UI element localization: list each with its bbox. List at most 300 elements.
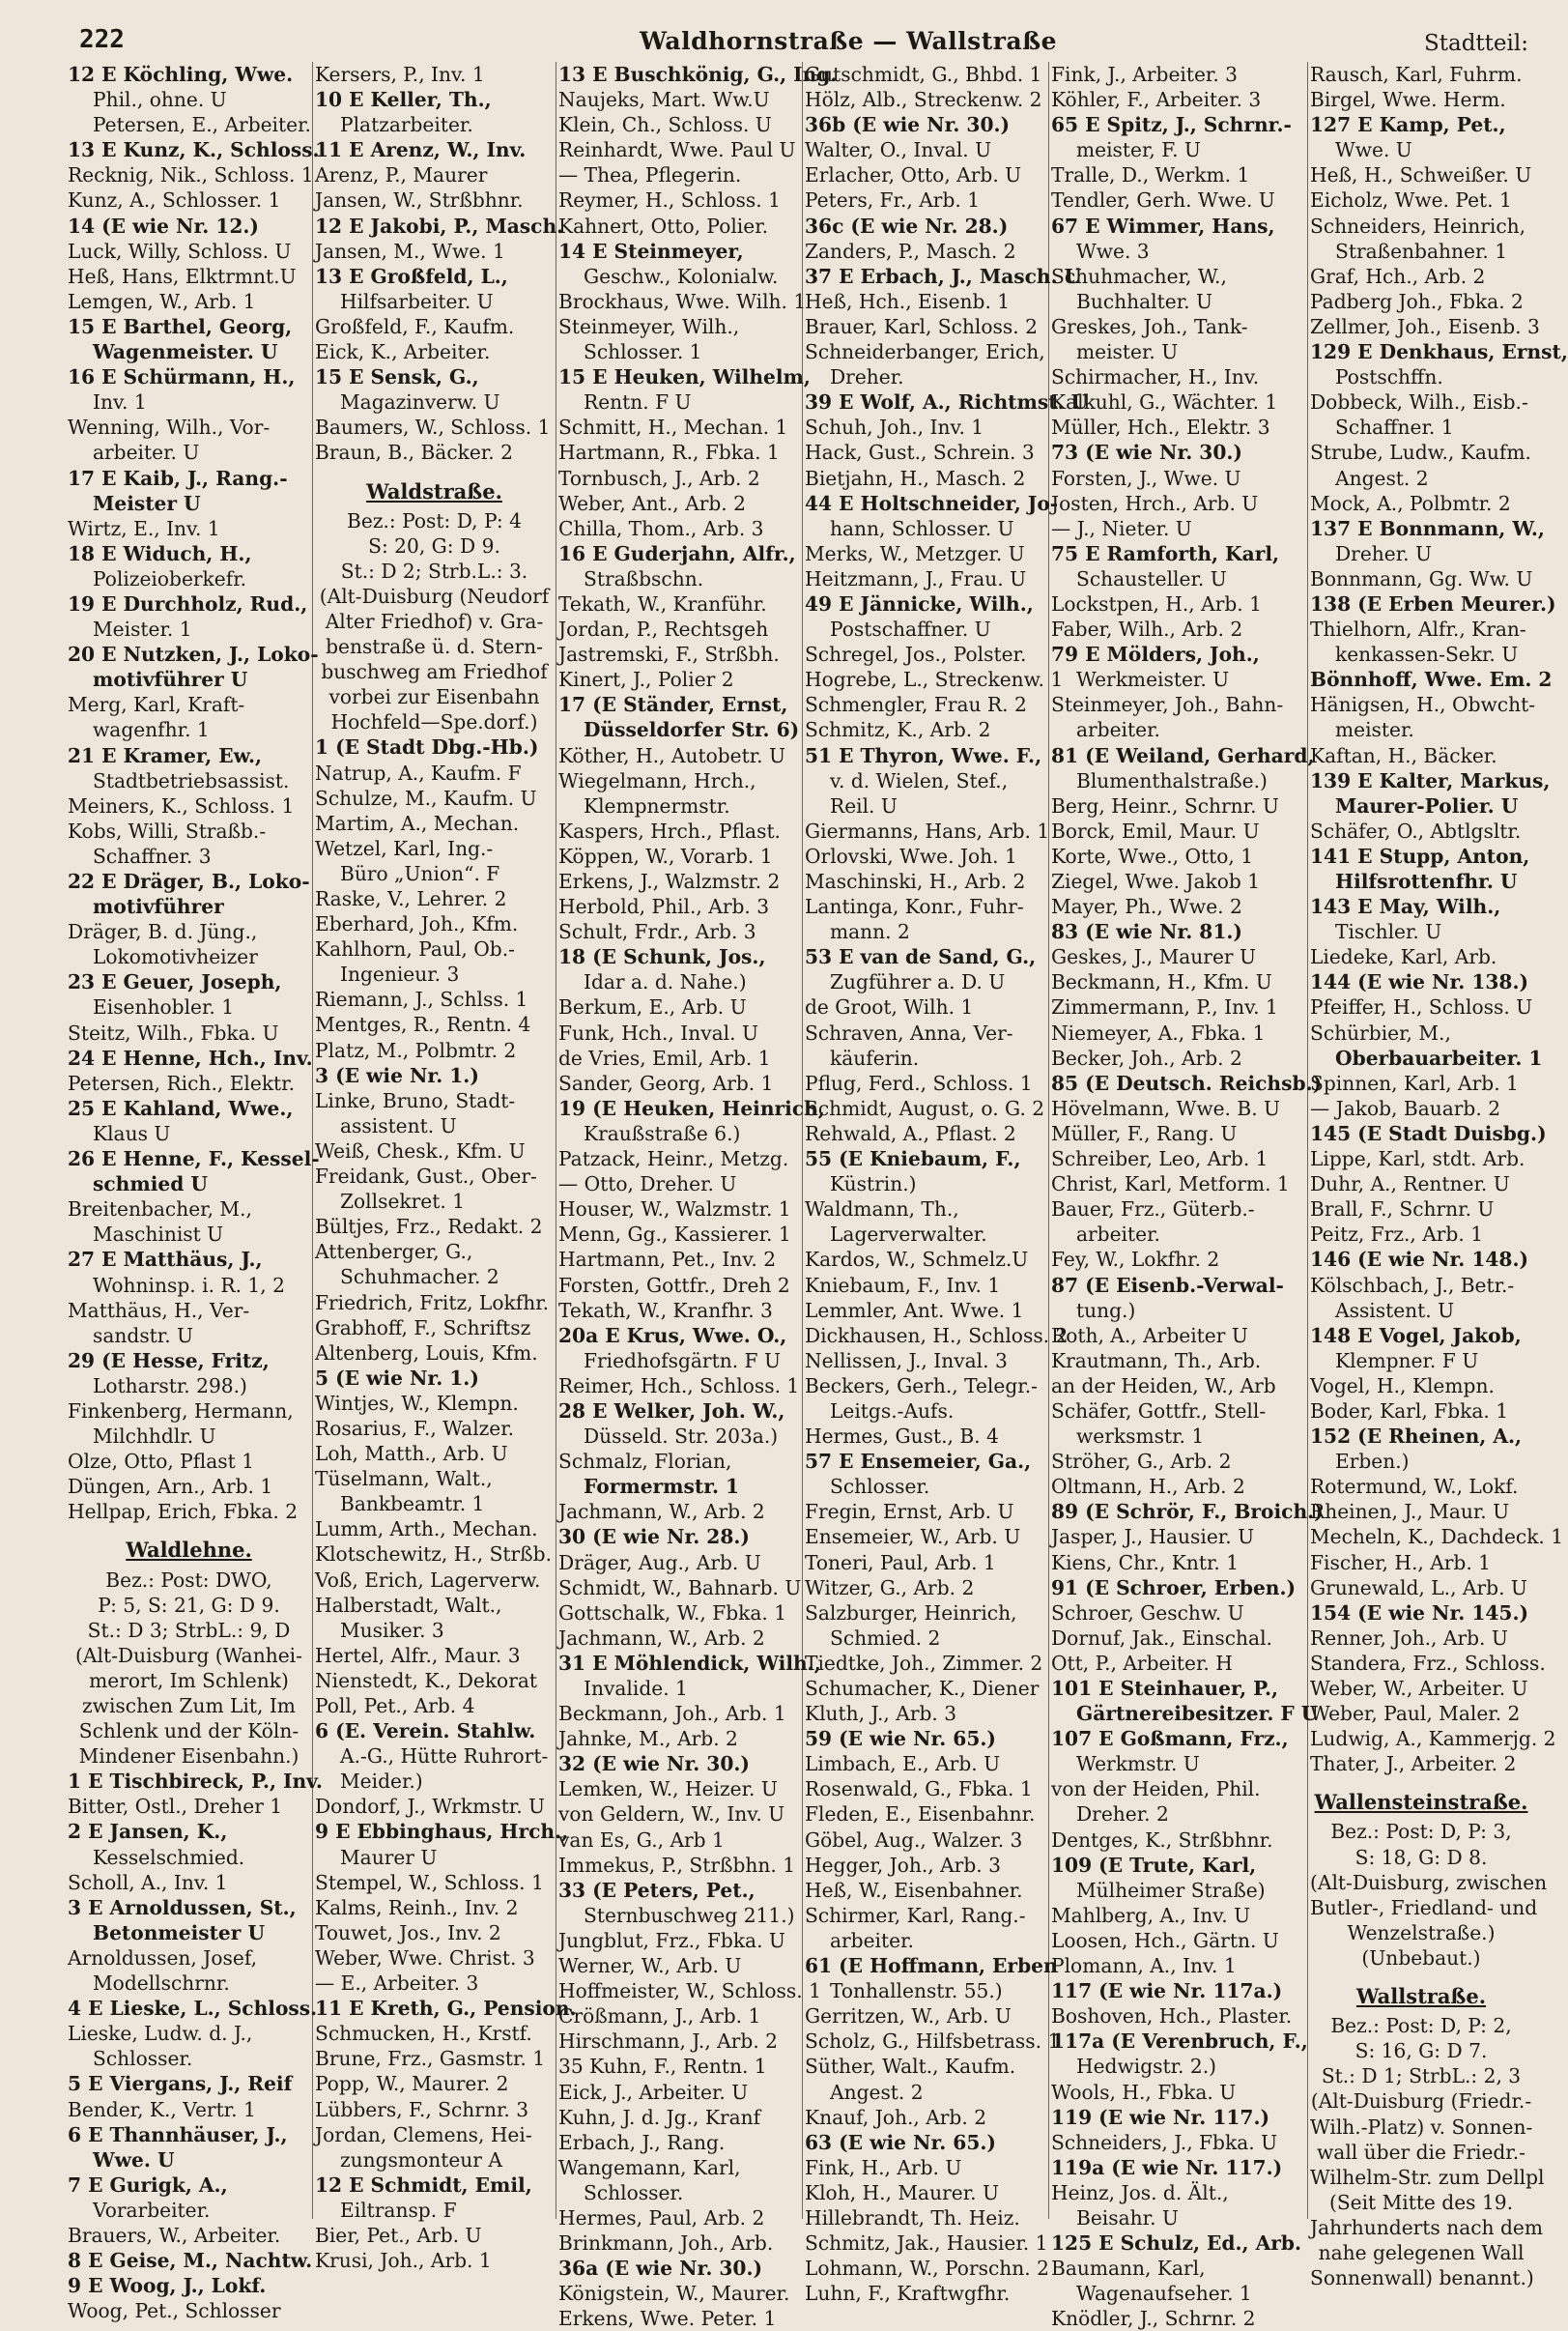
directory-entry: Betonmeister U bbox=[93, 1920, 266, 1944]
directory-entry: Assistent. U bbox=[1335, 1298, 1455, 1322]
directory-entry: 57 E Ensemeier, Ga., bbox=[805, 1450, 1032, 1474]
directory-entry: Erben.) bbox=[1335, 1450, 1410, 1474]
directory-entry: Kobs, Willi, Straßb.- bbox=[68, 819, 267, 843]
directory-entry: Dickhausen, H., Schloss. 2 bbox=[805, 1323, 1069, 1347]
directory-entry: Hedwigstr. 2.) bbox=[1076, 2055, 1217, 2079]
directory-entry: 14 E Steinmeyer, bbox=[558, 239, 744, 263]
street-section-info: Wenzelstraße.) bbox=[1347, 1920, 1496, 1944]
directory-entry: Hilfsrottenfhr. U bbox=[1335, 870, 1518, 893]
directory-entry: Niemeyer, A., Fbka. 1 bbox=[1051, 1021, 1266, 1045]
directory-entry: Stadtbetriebsassist. bbox=[93, 768, 290, 792]
directory-entry: Schlosser. bbox=[93, 2047, 193, 2071]
directory-entry: 91 (E Schroer, Erben.) bbox=[1051, 1575, 1297, 1599]
directory-entry: Bier, Pet., Arb. U bbox=[315, 2223, 482, 2247]
directory-entry: Wwe. 3 bbox=[1076, 239, 1150, 263]
directory-entry: Platzarbeiter. bbox=[340, 113, 473, 137]
directory-entry: 29 (E Hesse, Fritz, bbox=[68, 1348, 270, 1372]
directory-entry: Finkenberg, Hermann, bbox=[68, 1398, 294, 1423]
directory-entry: Dreher. bbox=[830, 365, 904, 389]
directory-entry: Arenz, P., Maurer bbox=[315, 163, 488, 187]
directory-entry: Martim, A., Mechan. bbox=[315, 811, 520, 835]
directory-entry: 36a (E wie Nr. 30.) bbox=[558, 2257, 763, 2281]
directory-entry: Küstrin.) bbox=[830, 1172, 917, 1196]
directory-entry: Ströher, G., Arb. 2 bbox=[1051, 1450, 1232, 1474]
directory-entry: 16 E Guderjahn, Alfr., bbox=[558, 541, 796, 565]
directory-entry: Grunewald, L., Arb. U bbox=[1310, 1575, 1527, 1599]
directory-entry: 89 (E Schrör, F., Broich.) bbox=[1051, 1500, 1324, 1524]
directory-entry: Wagenaufseher. 1 bbox=[1076, 2282, 1252, 2306]
directory-entry: 144 (E wie Nr. 138.) bbox=[1310, 970, 1529, 994]
directory-entry: Müller, F., Rang. U bbox=[1051, 1121, 1238, 1145]
street-section-title: Waldlehne. bbox=[126, 1538, 252, 1563]
directory-entry: Jastremski, F., Strßbh. bbox=[558, 643, 780, 667]
directory-entry: Baumers, W., Schloss. 1 bbox=[315, 416, 551, 440]
street-section-info: Alter Friedhof) v. Gra- bbox=[325, 609, 544, 633]
directory-entry: Bietjahn, H., Masch. 2 bbox=[805, 466, 1026, 490]
directory-entry: Friedrich, Fritz, Lokfhr. bbox=[315, 1290, 550, 1314]
directory-entry: Schuhmacher, W., bbox=[1051, 264, 1227, 288]
directory-entry: Fregin, Ernst, Arb. U bbox=[805, 1500, 1014, 1524]
directory-entry: Lokomotivheizer bbox=[93, 945, 258, 969]
directory-entry: Lohmann, W., Porschn. 2 bbox=[805, 2257, 1049, 2281]
directory-entry: Wiegelmann, Hrch., bbox=[558, 768, 756, 792]
directory-entry: Schult, Frdr., Arb. 3 bbox=[558, 920, 756, 944]
directory-entry: Chilla, Thom., Arb. 3 bbox=[558, 516, 764, 540]
directory-entry: arbeiter. bbox=[1076, 718, 1160, 742]
directory-entry: Braun, B., Bäcker. 2 bbox=[315, 441, 513, 465]
directory-entry: Blumenthalstraße.) bbox=[1076, 768, 1268, 792]
directory-entry: 117a (E Verenbruch, F., bbox=[1051, 2029, 1308, 2054]
street-section-info: S: 16, G: D 7. bbox=[1354, 2039, 1488, 2063]
directory-entry: Rotermund, W., Lokf. bbox=[1310, 1475, 1519, 1499]
directory-entry: Poll, Pet., Arb. 4 bbox=[315, 1694, 475, 1717]
directory-entry: Düngen, Arn., Arb. 1 bbox=[68, 1475, 273, 1499]
directory-entry: Müller, Hch., Elektr. 3 bbox=[1051, 416, 1270, 440]
directory-entry: Bönnhoff, Wwe. Em. 2 bbox=[1310, 668, 1553, 692]
directory-entry: 37 E Erbach, J., Masch. U bbox=[805, 264, 1082, 288]
directory-entry: Forsten, J., Wwe. U bbox=[1051, 466, 1241, 490]
directory-entry: Crößmann, J., Arb. 1 bbox=[558, 2004, 761, 2029]
directory-entry: 55 (E Kniebaum, F., bbox=[805, 1147, 1021, 1171]
directory-entry: Jansen, M., Wwe. 1 bbox=[315, 239, 505, 263]
directory-entry: Zugführer a. D. U bbox=[830, 970, 1006, 994]
directory-entry: Hartmann, Pet., Inv. 2 bbox=[558, 1248, 777, 1272]
directory-entry: Kraußstraße 6.) bbox=[584, 1121, 741, 1145]
street-section-title: Waldstraße. bbox=[366, 478, 502, 504]
directory-entry: Dräger, B. d. Jüng., bbox=[68, 920, 258, 944]
page-header bbox=[79, 19, 1528, 64]
directory-entry: Walter, O., Inval. U bbox=[805, 138, 992, 162]
directory-entry: 117 (E wie Nr. 117a.) bbox=[1051, 1979, 1283, 2003]
directory-entry: 26 E Henne, F., Kessel- bbox=[68, 1147, 320, 1171]
directory-entry: 36b (E wie Nr. 30.) bbox=[805, 113, 1011, 137]
directory-entry: Rentn. F U bbox=[584, 390, 692, 415]
directory-entry: Rausch, Karl, Fuhrm. bbox=[1310, 63, 1523, 86]
directory-entry: 1 (E Stadt Dbg.-Hb.) bbox=[315, 735, 539, 760]
directory-entry: Gottschalk, W., Fbka. 1 bbox=[558, 1600, 787, 1625]
directory-entry: Schneiders, J., Fbka. U bbox=[1051, 2130, 1278, 2154]
directory-entry: Milchhdlr. U bbox=[93, 1424, 216, 1449]
directory-entry: 4 E Lieske, L., Schloss. bbox=[68, 1997, 318, 2021]
directory-entry: A.-G., Hütte Ruhrort- bbox=[340, 1744, 549, 1769]
directory-entry: Dornuf, Jak., Einschal. bbox=[1051, 1626, 1272, 1650]
directory-entry: 119 (E wie Nr. 117.) bbox=[1051, 2105, 1270, 2129]
directory-entry: Kardos, W., Schmelz.U bbox=[805, 1248, 1029, 1272]
directory-entry: Weiß, Chesk., Kfm. U bbox=[315, 1138, 526, 1163]
directory-entry: 19 E Durchholz, Rud., bbox=[68, 591, 308, 616]
directory-entry: Mentges, R., Rentn. 4 bbox=[315, 1013, 531, 1037]
directory-entry: Klotschewitz, H., Strßb. bbox=[315, 1542, 553, 1567]
street-section-info: benstraße ü. d. Stern- bbox=[326, 635, 543, 659]
directory-entry: 33 (E Peters, Pet., bbox=[558, 1878, 755, 1902]
directory-entry: Salzburger, Heinrich, bbox=[805, 1600, 1017, 1625]
directory-entry: von Geldern, W., Inv. U bbox=[558, 1802, 785, 1827]
directory-entry: 32 (E wie Nr. 30.) bbox=[558, 1752, 750, 1776]
directory-entry: Recknig, Nik., Schloss. 1 bbox=[68, 163, 314, 187]
directory-entry: 85 (E Deutsch. Reichsb.) bbox=[1051, 1071, 1323, 1095]
directory-entry: 31 E Möhlendick, Wilh., bbox=[558, 1651, 821, 1675]
directory-entry: Eicholz, Wwe. Pet. 1 bbox=[1310, 188, 1512, 213]
directory-entry: Musiker. 3 bbox=[340, 1618, 444, 1642]
directory-entry: 44 E Holtschneider, Jo- bbox=[805, 491, 1059, 515]
directory-entry: 79 E Mölders, Joh., bbox=[1051, 643, 1260, 667]
directory-entry: Kahnert, Otto, Polier. bbox=[558, 214, 769, 238]
directory-entry: 11 E Arenz, W., Inv. bbox=[315, 138, 527, 162]
directory-entry: Wools, H., Fbka. U bbox=[1051, 2080, 1237, 2104]
directory-entry: Eisenhobler. 1 bbox=[93, 995, 235, 1020]
directory-entry: Dondorf, J., Wrkmstr. U bbox=[315, 1795, 546, 1819]
directory-entry: Buchhalter. U bbox=[1076, 289, 1212, 313]
directory-entry: Eick, J., Arbeiter. U bbox=[558, 2080, 749, 2104]
directory-entry: Loh, Matth., Arb. U bbox=[315, 1442, 508, 1466]
directory-entry: Stempel, W., Schloss. 1 bbox=[315, 1870, 544, 1894]
directory-entry: Postschffn. bbox=[1335, 365, 1443, 389]
directory-entry: Wenning, Wilh., Vor- bbox=[68, 416, 271, 440]
directory-entry: Mecheln, K., Dachdeck. 1 bbox=[1310, 1525, 1564, 1549]
directory-entry: 61 (E Hoffmann, Erben bbox=[805, 1954, 1058, 1978]
directory-entry: Thielhorn, Alfr., Kran- bbox=[1310, 618, 1526, 642]
directory-entry: Kiens, Chr., Kntr. 1 bbox=[1051, 1550, 1240, 1574]
directory-entry: Wetzel, Karl, Ing.- bbox=[315, 836, 494, 860]
directory-entry: 9 E Woog, J., Lokf. bbox=[68, 2274, 267, 2298]
directory-entry: Merks, W., Metzger. U bbox=[805, 541, 1025, 565]
directory-entry: de Groot, Wilh. 1 bbox=[805, 995, 974, 1020]
directory-entry: Brinkmann, Joh., Arb. bbox=[558, 2231, 774, 2256]
directory-entry: motivführer bbox=[93, 895, 224, 919]
directory-entry: Schumacher, K., Diener bbox=[805, 1677, 1040, 1700]
directory-entry: Fink, J., Arbeiter. 3 bbox=[1051, 63, 1239, 86]
directory-entry: wagenfhr. 1 bbox=[93, 718, 210, 742]
directory-entry: 139 E Kalter, Markus, bbox=[1310, 768, 1551, 792]
directory-entry: Schmitt, H., Mechan. 1 bbox=[558, 416, 788, 440]
directory-entry: Bitter, Ostl., Dreher 1 bbox=[68, 1795, 283, 1819]
directory-entry: Schmalz, Florian, bbox=[558, 1450, 732, 1474]
directory-entry: Wwe. U bbox=[93, 2147, 175, 2172]
directory-entry: 30 (E wie Nr. 28.) bbox=[558, 1525, 750, 1549]
directory-entry: 154 (E wie Nr. 145.) bbox=[1310, 1600, 1529, 1625]
directory-entry: 3 E Arnoldussen, St., bbox=[68, 1895, 297, 1919]
directory-entry: Schroer, Geschw. U bbox=[1051, 1600, 1244, 1625]
directory-entry: Großfeld, F., Kaufm. bbox=[315, 314, 515, 338]
directory-entry: Kniebaum, F., Inv. 1 bbox=[805, 1273, 1001, 1297]
directory-entry: 28 E Welker, Joh. W., bbox=[558, 1398, 785, 1423]
directory-entry: 36c (E wie Nr. 28.) bbox=[805, 214, 1009, 238]
directory-entry: Fink, H., Arb. U bbox=[805, 2155, 962, 2179]
directory-entry: Friedhofsgärtn. F U bbox=[584, 1348, 781, 1372]
directory-entry: Wangemann, Karl, bbox=[558, 2155, 741, 2179]
directory-entry: Krusi, Joh., Arb. 1 bbox=[315, 2249, 492, 2273]
street-section-info: Bez.: Post: D, P: 2, bbox=[1330, 2014, 1512, 2038]
directory-entry: Riemann, J., Schlss. 1 bbox=[315, 988, 528, 1012]
directory-entry: Kölschbach, J., Betr.- bbox=[1310, 1273, 1515, 1297]
directory-entry: Kluth, J., Arb. 3 bbox=[805, 1702, 957, 1726]
directory-entry: Greskes, Joh., Tank- bbox=[1051, 314, 1248, 338]
directory-entry: Houser, W., Walzmstr. 1 bbox=[558, 1197, 791, 1222]
directory-entry: Zollsekret. 1 bbox=[340, 1190, 466, 1214]
directory-entry: 6 (E. Verein. Stahlw. bbox=[315, 1719, 536, 1743]
street-section-info: (Alt-Duisburg (Neudorf bbox=[319, 584, 550, 608]
directory-entry: Schausteller. U bbox=[1076, 566, 1227, 590]
directory-entry: Dobbeck, Wilh., Eisb.- bbox=[1310, 390, 1528, 415]
directory-entry: de Vries, Emil, Arb. 1 bbox=[558, 1046, 771, 1070]
directory-entry: 13 E Großfeld, L., bbox=[315, 264, 508, 288]
directory-entry: Lemken, W., Heizer. U bbox=[558, 1777, 778, 1801]
directory-entry: Erkens, Wwe. Peter. 1 bbox=[558, 2307, 777, 2331]
directory-entry: Padberg Joh., Fbka. 2 bbox=[1310, 289, 1524, 313]
street-section-info: (Seit Mitte des 19. bbox=[1328, 2190, 1514, 2214]
street-section-info: Bez.: Post: D, P: 4 bbox=[347, 508, 522, 532]
directory-entry: Oltmann, H., Arb. 2 bbox=[1051, 1475, 1245, 1499]
directory-entry: Beisahr. U bbox=[1076, 2205, 1179, 2230]
directory-entry: 10 E Keller, Th., bbox=[315, 88, 492, 112]
directory-entry: Leitgs.-Aufs. bbox=[830, 1398, 955, 1423]
directory-entry: Jansen, W., Strßbhnr. bbox=[315, 188, 524, 213]
directory-entry: Schmied. 2 bbox=[830, 1626, 941, 1650]
directory-entry: 12 E Köchling, Wwe. bbox=[68, 63, 294, 86]
page-number: 222 bbox=[79, 25, 125, 54]
directory-entry: Mahlberg, A., Inv. U bbox=[1051, 1903, 1251, 1927]
directory-entry: Eberhard, Joh., Kfm. bbox=[315, 912, 519, 936]
directory-entry: Werner, W., Arb. U bbox=[558, 1954, 742, 1978]
directory-entry: Brune, Frz., Gasmstr. 1 bbox=[315, 2047, 546, 2071]
directory-entry: Heß, Hans, Elktrmnt.U bbox=[68, 264, 297, 288]
column-5 bbox=[1049, 62, 1324, 2331]
directory-entry: 6 E Thannhäuser, J., bbox=[68, 2122, 288, 2146]
directory-entry: 20 E Nutzken, J., Loko- bbox=[68, 643, 319, 667]
directory-entry: Forsten, Gottfr., Dreh 2 bbox=[558, 1273, 790, 1297]
directory-entry: 25 E Kahland, Wwe., bbox=[68, 1096, 294, 1120]
directory-entry: — Thea, Pflegerin. bbox=[558, 163, 742, 187]
directory-entry: 107 E Goßmann, Frz., bbox=[1051, 1727, 1289, 1751]
directory-entry: Kloh, H., Maurer. U bbox=[805, 2180, 999, 2204]
directory-entry: meister, F. U bbox=[1076, 138, 1201, 162]
street-section-info: Schlenk und der Köln- bbox=[78, 1719, 299, 1743]
directory-entry: Sander, Georg, Arb. 1 bbox=[558, 1071, 774, 1095]
street-section-info: Wilhelm-Str. zum Dellpl bbox=[1310, 2165, 1545, 2189]
directory-entry: Klein, Ch., Schloss. U bbox=[558, 113, 772, 137]
directory-entry: Christ, Karl, Metform. 1 bbox=[1051, 1172, 1290, 1196]
directory-entry: Petersen, Rich., Elektr. bbox=[68, 1071, 296, 1095]
directory-entry: Meider.) bbox=[340, 1770, 423, 1794]
directory-entry: 129 E Denkhaus, Ernst, bbox=[1310, 340, 1568, 364]
directory-entry: Hänigsen, H., Obwcht- bbox=[1310, 693, 1536, 717]
directory-entry: 2 E Jansen, K., bbox=[68, 1820, 228, 1844]
directory-entry: Boder, Karl, Fbka. 1 bbox=[1310, 1398, 1509, 1423]
street-section-title: Wallensteinstraße. bbox=[1314, 1790, 1528, 1815]
street-section-info: S: 20, G: D 9. bbox=[368, 533, 500, 558]
street-section-info: P: 5, S: 21, G: D 9. bbox=[98, 1593, 280, 1617]
directory-entry: 59 (E wie Nr. 65.) bbox=[805, 1727, 996, 1751]
directory-entry: Königstein, W., Maurer. bbox=[558, 2282, 790, 2306]
directory-entry: Gärtnereibesitzer. F U bbox=[1076, 1702, 1319, 1726]
directory-entry: Bankbeamtr. 1 bbox=[340, 1492, 485, 1516]
column-3 bbox=[556, 62, 838, 2331]
directory-entry: Kalms, Reinh., Inv. 2 bbox=[315, 1895, 519, 1919]
directory-entry: 35 Kuhn, F., Rentn. 1 bbox=[558, 2055, 767, 2079]
directory-entry: Lemgen, W., Arb. 1 bbox=[68, 289, 256, 313]
directory-entry: Jachmann, W., Arb. 2 bbox=[558, 1500, 765, 1524]
directory-entry: Idar a. d. Nahe.) bbox=[584, 970, 747, 994]
directory-entry: Meiners, K., Schloss. 1 bbox=[68, 793, 295, 818]
street-section-info: Butler-, Friedland- und bbox=[1310, 1895, 1538, 1919]
directory-entry: Schäfer, Gottfr., Stell- bbox=[1051, 1398, 1267, 1423]
directory-entry: 15 E Heuken, Wilhelm, bbox=[558, 365, 811, 389]
directory-entry: Jungblut, Frz., Fbka. U bbox=[558, 1928, 785, 1952]
directory-entry: Phil., ohne. U bbox=[93, 88, 227, 112]
directory-entry: 143 E May, Wilh., bbox=[1310, 895, 1501, 919]
directory-entry: Hillebrandt, Th. Heiz. bbox=[805, 2205, 1020, 2230]
directory-entry: 13 E Kunz, K., Schloss. bbox=[68, 138, 320, 162]
directory-entry: Jachmann, W., Arb. 2 bbox=[558, 1626, 765, 1650]
directory-entry: Hermes, Gust., B. 4 bbox=[805, 1424, 999, 1449]
directory-entry: Vogel, H., Klempn. bbox=[1310, 1373, 1495, 1397]
directory-entry: Dräger, Aug., Arb. U bbox=[558, 1550, 761, 1574]
street-section-info: Mindener Eisenbahn.) bbox=[78, 1744, 299, 1769]
directory-entry: Heinz, Jos. d. Ält., bbox=[1051, 2180, 1229, 2204]
directory-entry: Petersen, E., Arbeiter. bbox=[93, 113, 311, 137]
directory-entry: Lieske, Ludw. d. J., bbox=[68, 2022, 253, 2046]
street-section-title: Wallstraße. bbox=[1355, 1984, 1487, 2009]
directory-entry: Toneri, Paul, Arb. 1 bbox=[805, 1550, 996, 1574]
directory-entry: v. d. Wielen, Stef., bbox=[830, 768, 1009, 792]
directory-entry: Angest. 2 bbox=[830, 2080, 924, 2104]
directory-entry: Beckmann, H., Kfm. U bbox=[1051, 970, 1272, 994]
column-4 bbox=[803, 62, 1089, 2306]
directory-entry: Schregel, Jos., Polster. bbox=[805, 643, 1027, 667]
directory-entry: Plomann, A., Inv. 1 bbox=[1051, 1954, 1237, 1978]
directory-entry: Steitz, Wilh., Fbka. U bbox=[68, 1021, 279, 1045]
directory-entry: 73 (E wie Nr. 30.) bbox=[1051, 441, 1242, 465]
directory-entry: Postschaffner. U bbox=[830, 618, 991, 642]
directory-entry: — Otto, Dreher. U bbox=[558, 1172, 737, 1196]
directory-entry: Wirtz, E., Inv. 1 bbox=[68, 516, 220, 540]
directory-entry: Meister. 1 bbox=[93, 618, 192, 642]
directory-entry: Heitzmann, J., Frau. U bbox=[805, 566, 1027, 590]
directory-entry: 16 E Schürmann, H., bbox=[68, 365, 296, 389]
directory-entry: Boshoven, Hch., Plaster. bbox=[1051, 2004, 1293, 2029]
directory-entry: Erkens, J., Walzmstr. 2 bbox=[558, 870, 781, 893]
directory-entry: Tralle, D., Werkm. 1 bbox=[1051, 163, 1250, 187]
directory-entry: 19 (E Heuken, Heinrich, bbox=[558, 1096, 825, 1120]
directory-entry: Jasper, J., Hausier. U bbox=[1051, 1525, 1255, 1549]
directory-entry: 5 (E wie Nr. 1.) bbox=[315, 1366, 479, 1390]
directory-entry: Zimmermann, P., Inv. 1 bbox=[1051, 995, 1278, 1020]
directory-entry: 141 E Stupp, Anton, bbox=[1310, 844, 1530, 868]
directory-entry: Angest. 2 bbox=[1335, 466, 1429, 490]
directory-entry: Dentges, K., Strßbhnr. bbox=[1051, 1827, 1273, 1852]
directory-entry: Woog, Pet., Schlosser bbox=[68, 2299, 281, 2323]
directory-entry: Lumm, Arth., Mechan. bbox=[315, 1517, 538, 1541]
directory-entry: Köther, H., Autobetr. U bbox=[558, 743, 785, 767]
directory-entry: Brockhaus, Wwe. Wilh. 1 bbox=[558, 289, 807, 313]
directory-entry: mann. 2 bbox=[830, 920, 910, 944]
directory-entry: Düsseldorfer Str. 6) bbox=[584, 718, 800, 742]
directory-entry: Scholl, A., Inv. 1 bbox=[68, 1870, 228, 1894]
directory-entry: meister. U bbox=[1076, 340, 1179, 364]
directory-entry: Geskes, J., Maurer U bbox=[1051, 945, 1256, 969]
directory-entry: Korte, Wwe., Otto, 1 bbox=[1051, 844, 1254, 868]
street-section-info: vorbei zur Eisenbahn bbox=[328, 685, 540, 709]
directory-entry: Arnoldussen, Josef, bbox=[68, 1945, 257, 1970]
directory-entry: Fleden, E., Eisenbahnr. bbox=[805, 1802, 1036, 1827]
directory-entry: Jordan, P., Rechtsgeh bbox=[558, 618, 769, 642]
directory-entry: Giermanns, Hans, Arb. 1 bbox=[805, 819, 1050, 843]
directory-entry: Krautmann, Th., Arb. bbox=[1051, 1348, 1262, 1372]
directory-entry: Maurer-Polier. U bbox=[1335, 793, 1519, 818]
directory-entry: Knödler, J., Schrnr. 2 bbox=[1051, 2307, 1256, 2331]
directory-entry: Becker, Joh., Arb. 2 bbox=[1051, 1046, 1242, 1070]
directory-entry: 65 E Spitz, J., Schrnr.- bbox=[1051, 113, 1292, 137]
directory-entry: 12 E Jakobi, P., Masch. bbox=[315, 214, 564, 238]
directory-entry: meister. bbox=[1335, 718, 1414, 742]
directory-entry: Brauer, Karl, Schloss. 2 bbox=[805, 314, 1038, 338]
directory-entry: 75 E Ramforth, Karl, bbox=[1051, 541, 1280, 565]
directory-entry: Büro „Union“. F bbox=[340, 861, 500, 885]
directory-entry: Bender, K., Vertr. 1 bbox=[68, 2097, 256, 2121]
directory-entry: Witzer, G., Arb. 2 bbox=[805, 1575, 975, 1599]
directory-entry: Eiltransp. F bbox=[340, 2198, 457, 2222]
directory-entry: Jordan, Clemens, Hei- bbox=[315, 2122, 532, 2146]
district-label: Stadtteil: bbox=[1424, 31, 1528, 56]
directory-entry: Geschw., Kolonialw. bbox=[584, 264, 779, 288]
street-section-info: merort, Im Schlenk) bbox=[89, 1668, 289, 1692]
directory-entry: Lübbers, F., Schrnr. 3 bbox=[315, 2097, 529, 2121]
directory-entry: Ott, P., Arbeiter. H bbox=[1051, 1651, 1233, 1675]
directory-entry: Schäfer, O., Abtlgsltr. bbox=[1310, 819, 1522, 843]
directory-entry: Dreher. U bbox=[1335, 541, 1433, 565]
directory-entry: Reymer, H., Schloss. 1 bbox=[558, 188, 781, 213]
directory-entry: Tekath, W., Kranfhr. 3 bbox=[558, 1298, 773, 1322]
directory-entry: Hogrebe, L., Streckenw. 1 bbox=[805, 668, 1064, 692]
directory-entry: Immekus, P., Strßbhn. 1 bbox=[558, 1853, 796, 1877]
directory-entry: Touwet, Jos., Inv. 2 bbox=[315, 1920, 501, 1944]
directory-entry: Schmucken, H., Krstf. bbox=[315, 2022, 532, 2046]
directory-entry: Kalkuhl, G., Wächter. 1 bbox=[1051, 390, 1278, 415]
directory-entry: 18 (E Schunk, Jos., bbox=[558, 945, 766, 969]
directory-entry: 51 E Thyron, Wwe. F., bbox=[805, 743, 1042, 767]
directory-entry: 14 (E wie Nr. 12.) bbox=[68, 214, 259, 238]
directory-entry: Reinhardt, Wwe. Paul U bbox=[558, 138, 796, 162]
directory-entry: Schaffner. 1 bbox=[1335, 416, 1454, 440]
page-title: Waldhornstraße — Wallstraße bbox=[640, 27, 1058, 55]
directory-entry: Schulze, M., Kaufm. U bbox=[315, 786, 537, 810]
directory-entry: Matthäus, H., Ver- bbox=[68, 1298, 250, 1322]
directory-entry: Tüselmann, Walt., bbox=[315, 1467, 493, 1491]
directory-entry: Werkmeister. U bbox=[1076, 668, 1230, 692]
directory-entry: Voß, Erich, Lagerverw. bbox=[315, 1568, 541, 1592]
directory-entry: Beckmann, Joh., Arb. 1 bbox=[558, 1702, 786, 1726]
directory-entry: Gutschmidt, G., Bhbd. 1 bbox=[805, 63, 1042, 86]
